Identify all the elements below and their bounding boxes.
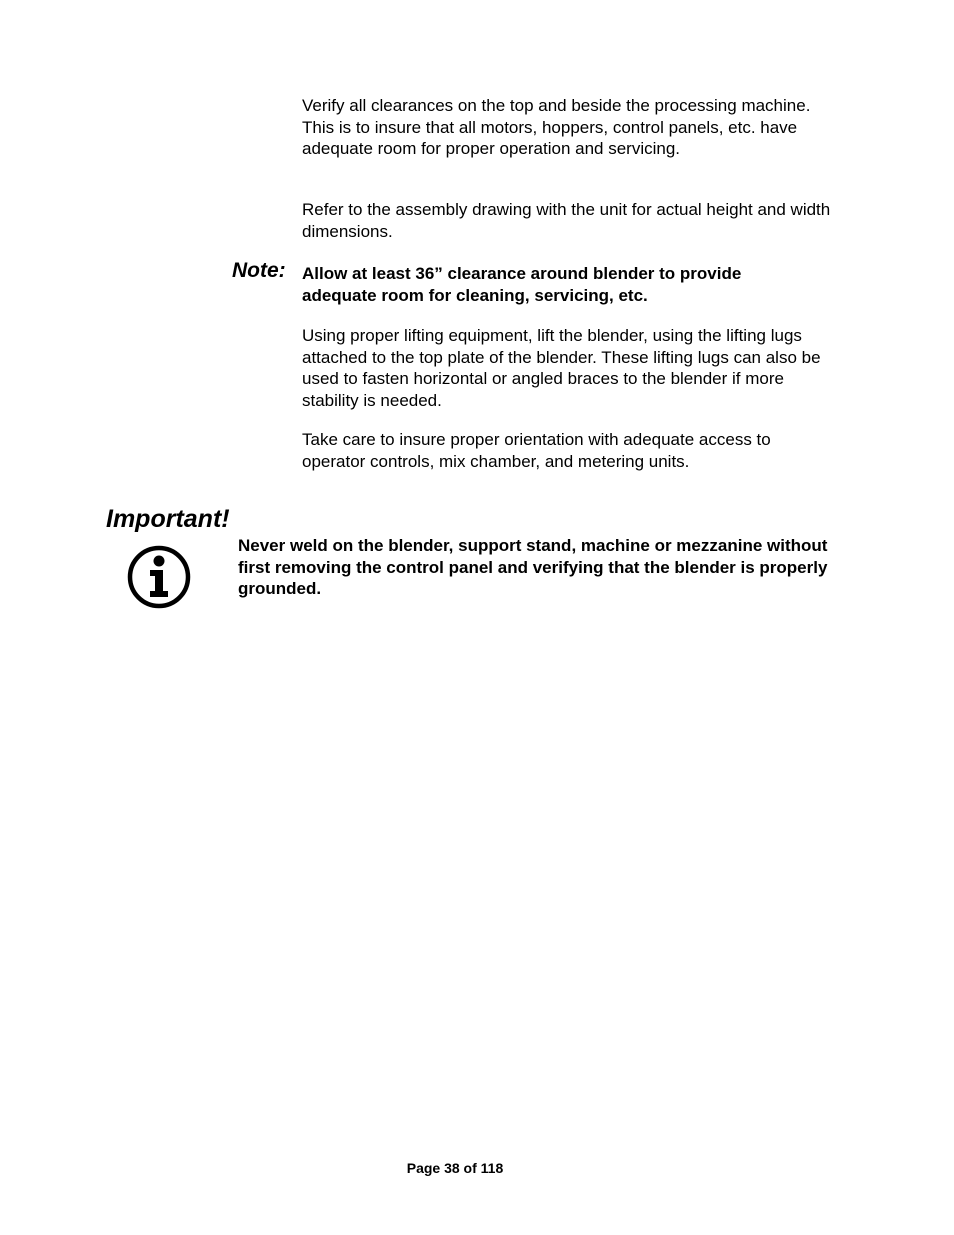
- paragraph-clearances: Verify all clearances on the top and beside the processing machine. This is to insure that all motors, hoppers, control panels, etc. have adequate room for proper operation and servicing.: [302, 96, 811, 159]
- important-label: Important!: [106, 505, 230, 533]
- info-icon: [126, 544, 192, 610]
- paragraph-assembly-drawing: Refer to the assembly drawing with the unit for actual height and width dimensions.: [302, 200, 831, 241]
- paragraph-lifting: Using proper lifting equipment, lift the blender, using the lifting lugs attached to the top plate of the blender. These lifting lugs can also be used to fasten horizontal or angled braces to the blender if more stability is needed.: [302, 326, 821, 411]
- note-label: Note:: [232, 259, 286, 282]
- note-text: Allow at least 36” clearance around blender to provide adequate room for cleaning, servicing, etc.: [302, 264, 742, 305]
- paragraph-orientation: Take care to insure proper orientation with adequate access to operator controls, mix chamber, and metering units.: [302, 430, 771, 471]
- important-text: Never weld on the blender, support stand, machine or mezzanine without first removing the control panel and verifying that the blender is properly grounded.: [238, 536, 828, 599]
- page-number: Page 38 of 118: [406, 1160, 504, 1176]
